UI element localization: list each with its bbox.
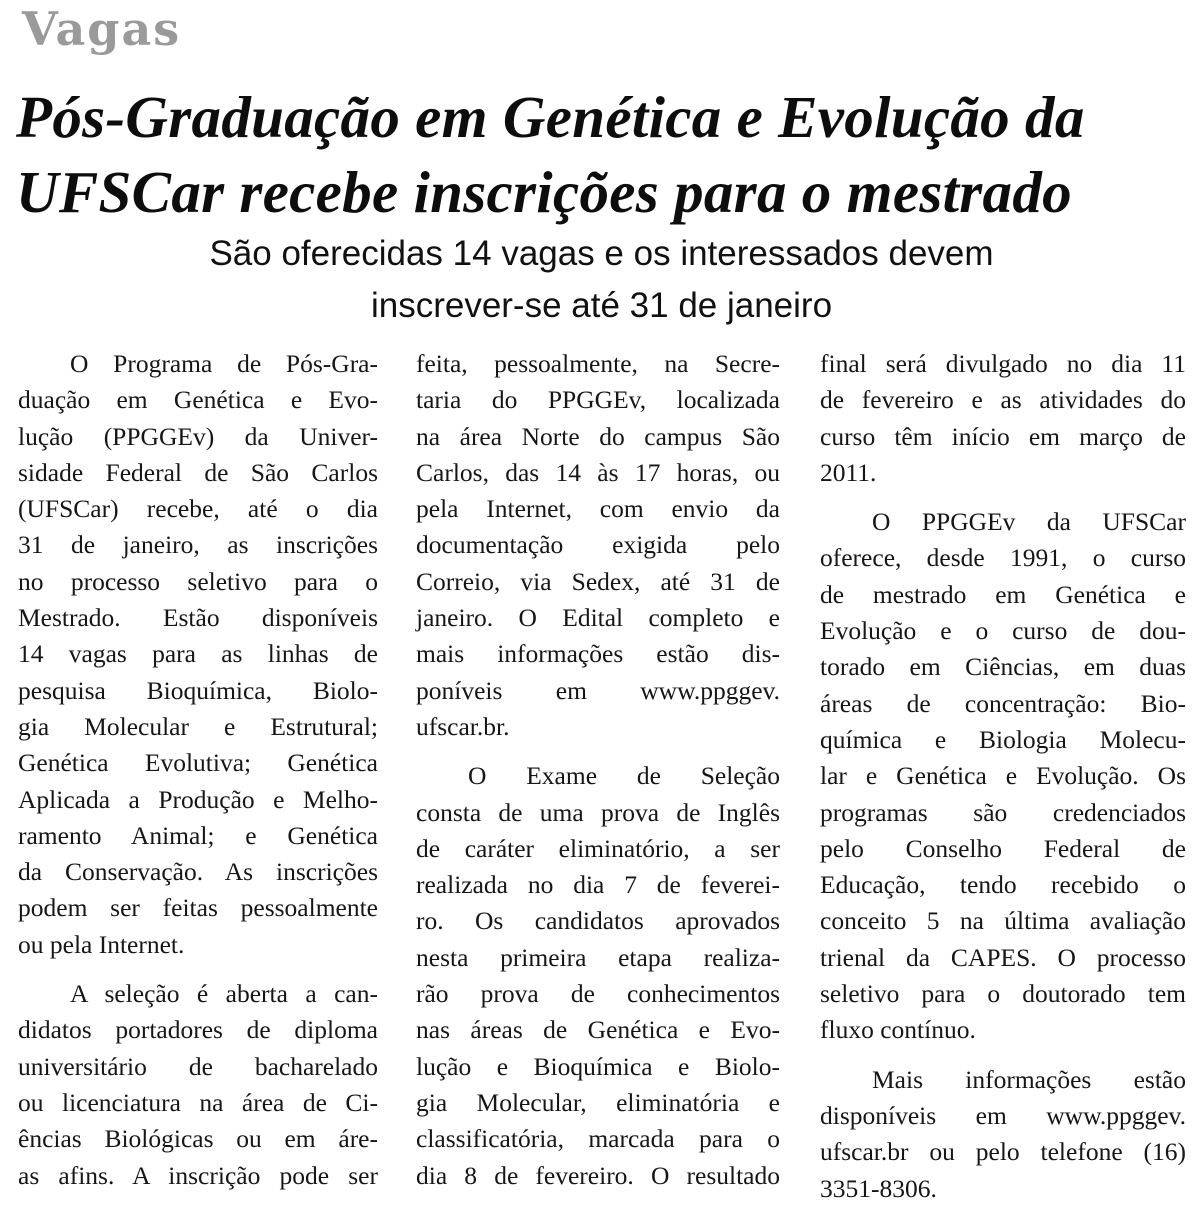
text-line: nas áreas de Genética e Evo- xyxy=(416,1015,780,1045)
text-line: duação em Genética e Evo- xyxy=(18,385,378,415)
text-line: sidade Federal de São Carlos xyxy=(18,457,378,487)
text-line: pela Internet, com envio da xyxy=(416,494,780,524)
text-line: rão prova de conhecimentos xyxy=(416,979,780,1009)
text-line: fluxo contínuo. xyxy=(820,1015,976,1045)
text-line: feita, pessoalmente, na Secre- xyxy=(416,349,780,378)
text-line: gia Molecular, eliminatória e xyxy=(416,1087,780,1117)
text-line: final será divulgado no dia 11 xyxy=(820,349,1186,378)
text-line: consta de uma prova de Inglês xyxy=(416,797,780,827)
text-line: química e Biologia Molecu- xyxy=(820,724,1186,754)
subheadline-line: inscrever-se até 31 de janeiro xyxy=(370,286,833,325)
text-line: (UFSCar) recebe, até o dia xyxy=(18,494,378,524)
text-line: programas são credenciados xyxy=(820,797,1186,827)
text-line: didatos portadores de diploma xyxy=(18,1015,378,1045)
text-line: poníveis em www.ppggev. xyxy=(416,675,780,705)
text-line: de mestrado em Genética e xyxy=(820,579,1186,609)
text-line: as afins. A inscrição pode ser xyxy=(18,1160,378,1190)
text-line: disponíveis em www.ppggev. xyxy=(820,1100,1186,1130)
text-line: Genética Evolutiva; Genética xyxy=(18,748,378,778)
text-line: ro. Os candidatos aprovados xyxy=(416,906,780,936)
text-line: oferece, desde 1991, o curso xyxy=(820,543,1186,573)
text-line: Mestrado. Estão disponíveis xyxy=(18,603,378,633)
text-line: O Exame de Seleção xyxy=(468,761,780,791)
text-line: da Conservação. As inscrições xyxy=(18,857,378,887)
text-line: Educação, tendo recebido o xyxy=(820,870,1186,900)
text-line: taria do PPGGEv, localizada xyxy=(416,385,780,415)
text-line: ou licenciatura na área de Ci- xyxy=(18,1087,378,1117)
text-line: universitário de bacharelado xyxy=(18,1051,378,1081)
text-line: 2011. xyxy=(820,457,877,487)
subheadline-line: São oferecidas 14 vagas e os interessados devem xyxy=(209,234,994,273)
text-line: documentação exigida pelo xyxy=(416,530,780,560)
text-line: gia Molecular e Estrutural; xyxy=(18,711,378,741)
text-line: conceito 5 na última avaliação xyxy=(820,906,1186,936)
text-line: O PPGGEv da UFSCar xyxy=(872,507,1186,537)
headline-line: UFSCar recebe inscrições para o mestrado xyxy=(16,159,1072,225)
text-line: Carlos, das 14 às 17 horas, ou xyxy=(416,457,780,487)
subheadline xyxy=(0,228,1203,332)
text-line: ou pela Internet. xyxy=(18,929,185,959)
article-column-1 xyxy=(18,346,378,1194)
headline xyxy=(16,80,1196,230)
text-line: podem ser feitas pessoalmente xyxy=(18,893,378,923)
text-line: ramento Animal; e Genética xyxy=(18,820,378,850)
text-line: O Programa de Pós-Gra- xyxy=(70,349,378,378)
text-line: pesquisa Bioquímica, Biolo- xyxy=(18,675,378,705)
text-line: lar e Genética e Evolução. Os xyxy=(820,761,1186,791)
text-line: ufscar.br ou pelo telefone (16) xyxy=(820,1137,1186,1167)
text-line: torado em Ciências, em duas xyxy=(820,652,1186,682)
text-line: Aplicada a Produção e Melho- xyxy=(18,784,378,814)
text-line: Correio, via Sedex, até 31 de xyxy=(416,566,780,596)
text-line: seletivo para o doutorado tem xyxy=(820,979,1186,1009)
text-line: realizada no dia 7 de feverei- xyxy=(416,870,780,900)
text-line: ências Biológicas ou em áre- xyxy=(18,1124,378,1154)
text-line: classificatória, marcada para o xyxy=(416,1124,780,1154)
text-line: Mais informações estão xyxy=(872,1064,1186,1094)
text-line: lução (PPGGEv) da Univer- xyxy=(18,421,378,451)
text-line: lução e Bioquímica e Biolo- xyxy=(416,1051,780,1081)
text-line: na área Norte do campus São xyxy=(416,421,780,451)
text-line: de caráter eliminatório, a ser xyxy=(416,833,780,863)
text-line: 31 de janeiro, as inscrições xyxy=(18,530,378,560)
text-line: janeiro. O Edital completo e xyxy=(416,603,780,633)
text-line: trienal da CAPES. O processo xyxy=(820,942,1186,972)
text-line: 3351-8306. xyxy=(820,1173,937,1203)
text-line: ufscar.br. xyxy=(416,711,510,741)
text-line: dia 8 de fevereiro. O resultado xyxy=(416,1160,780,1190)
text-line: de fevereiro e as atividades do xyxy=(820,385,1186,415)
text-line: mais informações estão dis- xyxy=(416,639,780,669)
headline-line: Pós-Graduação em Genética e Evolução da xyxy=(16,84,1085,150)
text-line: nesta primeira etapa realiza- xyxy=(416,942,780,972)
text-line: A seleção é aberta a can- xyxy=(70,979,378,1009)
article-column-2 xyxy=(416,346,780,1194)
article-column-3 xyxy=(820,346,1186,1207)
text-line: curso têm início em março de xyxy=(820,421,1186,451)
text-line: 14 vagas para as linhas de xyxy=(18,639,378,669)
text-line: pelo Conselho Federal de xyxy=(820,833,1186,863)
text-line: áreas de concentração: Bio- xyxy=(820,688,1186,718)
text-line: Evolução e o curso de dou- xyxy=(820,616,1186,646)
section-label: Vagas xyxy=(22,2,182,56)
text-line: no processo seletivo para o xyxy=(18,566,378,596)
